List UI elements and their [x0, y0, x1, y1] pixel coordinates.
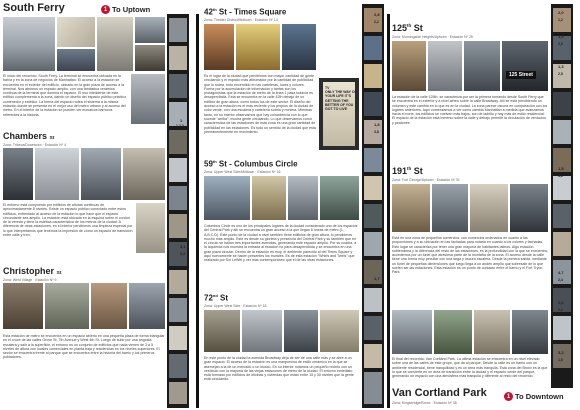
station-title-van-cortland-park: Van Cortland Park	[392, 387, 487, 399]
times-square-description: Es el lugar de la ciudad que percibimos con mayor cantidad de gente circulando y el espacio más abrumador por la cantidad de publicidad que lo rodea, todo encendido en las carteleras, luces y colores. Forma por la acumulación de información y tantas son los protagonistas que la estación de metro de la línea 1 pasa todavía es desapercibida. Esta se encuentra en la calle 42th debajo de un edificio de gran altura, como todos los de este sector. El diseño del acceso a la estación es el más reciente y los propios de la ciudad de color verde, con una escalera y cartelería sobria y mínima. Mientras tanto, en su interior observamos que hay coincidencia con lo que sucede "arriba": mucha gente circulando. Lo que observamos como característica de las estaciones de esta zona es una gran cantidad de publicidad en las estaciones. Es todo un sentido de la ciudad que está permanentemente en movimiento.	[204, 74, 316, 134]
station-title-191st: 191th St	[392, 166, 423, 176]
photo-191st-tunnel	[432, 184, 468, 232]
photo-125th-street	[464, 41, 500, 91]
marker-value: 3,2	[558, 350, 564, 355]
191st-description: Está en una zona de pequeños comercios, con comercios ordenados en cuanto a las proporciones y a su ubicación en las fachadas para notarla en cuanto a los colores y fachadas. Esto lugar se caracteriza por tener una gran mayoría de habitantes latinos. Algo estación subterránea y la diferencia del resto de las estaciones, es la profundidad con la que se encuentra, accedemos por un túnel que atraviesa parte de la montaña de la zona. El acceso desde la calle tiene una forma muy peculiar con una larga y oscura escalera. Desde la primera salida, mediante un túnel de pequeñas dimensiones que luego llega a un andén amplio que sobresale de lo que suelen ser las estaciones. Esta estación es un punto de contacto entre el barrio y el Fort Tryon Park.	[392, 236, 548, 275]
to-downtown-label: To Downtown	[515, 392, 564, 401]
marker-value: 3,8	[374, 130, 379, 134]
marker-value: 1,2	[558, 18, 563, 22]
van-cortland-description: El final del recorrido: Van Cortland Park. La última estación se encuentra en un nivel elevado sobre una de las calles de este grupo, que da al parque. Desde la calle es un barrio con un ambiente residencial, tiene tranquilidad y es un área más tranquila. Esta zona del Bronx es la que lo que se convierte en un área de transición entre la ciudad y el espacio verde del parque, generando un espacio con una atmósfera más tranquila y diferente al resto del recorrido.	[392, 357, 548, 379]
column-middle	[192, 0, 384, 410]
station-title-times-square: 42th St - Times Square	[204, 7, 287, 17]
station-title-72nd: 72nd St	[204, 293, 229, 303]
marker-value: 1	[180, 118, 183, 123]
marker-value: 2,4	[558, 278, 563, 282]
photo-chambers-street	[35, 148, 79, 200]
station-title-columbus-circle: 59th St - Columbus Circle	[204, 159, 298, 169]
marker-value: 1,5	[558, 358, 563, 362]
marker-value: 1,2	[374, 284, 379, 288]
marker-value: 2,6	[558, 300, 564, 305]
columbus-zone: Zona: Upper West Side/Midtown · Estación Nº 16	[204, 170, 281, 174]
photo-columbus-entrance	[288, 176, 318, 220]
marker-value: 2,3	[558, 42, 563, 46]
photo-columbus-circle-towers	[204, 176, 250, 220]
photo-times-square-lights	[236, 24, 280, 70]
photo-mosaic-wall	[97, 17, 133, 71]
photo-chambers-interior	[136, 203, 165, 253]
photo-terminal-exterior	[57, 17, 95, 47]
marker-value: 1,5	[558, 166, 564, 171]
photo-191st-platform	[510, 184, 548, 232]
photo-christopher-station	[129, 283, 165, 329]
photo-van-cortland-street	[474, 310, 510, 354]
marker-value: 4,6	[558, 174, 563, 178]
marker-value: 1,7	[374, 276, 380, 281]
photo-street-view	[135, 17, 165, 43]
photo-ferry-plaza	[131, 74, 165, 124]
marker-value: 4,7	[558, 270, 564, 275]
photo-station-interior	[135, 45, 165, 71]
christopher-zone: Zona: West Village · Estación Nº 9	[3, 278, 57, 282]
chambers-description: El entorno está compuesto por edificios de alturas continuas de aproximadamente 8 niveles. Existe un espacio público conectado entre estos edificios, enfrentado al acceso de la estación lo que hace que el espacio circundante sea amplio. La estación está ubicada en la esquina sobre el cordón de la vereda y tiene la estética característica de los metros de la ciudad. A diferencia de otras estaciones, en el interior percibimos una limpieza especial por lo que interpretamos que tenemos la impresión de cómo un espacio de transición entre calle y tren.	[3, 203, 133, 238]
photo-125th-platform	[502, 41, 548, 91]
marker-value: 2,1	[558, 308, 563, 312]
route-line-right	[387, 14, 390, 408]
station-title-south-ferry: South Ferry	[3, 2, 65, 14]
marker-value: 1,8	[374, 122, 380, 127]
photo-van-cortland-station	[512, 310, 548, 354]
photo-terminal-glass	[57, 49, 95, 71]
chambers-zone: Zona: Tribeca/Downtown · Estación Nº 4	[3, 143, 66, 147]
125th-zone: Zona: Morningside Heights/Uptown · Estación Nº 25	[392, 35, 473, 39]
photo-191st-stairs	[470, 184, 508, 232]
photo-times-square-crowd	[282, 24, 316, 70]
route-line-middle	[196, 14, 199, 408]
photo-columbus-mural	[320, 176, 359, 220]
station-title-christopher: Christopher St	[3, 266, 62, 276]
photo-72nd-kiosk	[204, 310, 240, 352]
marker-value: 3,4	[180, 252, 185, 256]
christopher-description: Esta estación de metro se encuentra en un espacio abierto en una pequeña plaza de forma triangular en el cruce de las calles Grove St, 7th Avenue y West 4th St. Luego de subir por una angosta escalera y salir a la superficie, el entorno es un conjunto de edificios que nada vienen de 3 a 5 niveles de altura con locales comerciales en planta baja y residencias en los niveles superiores. El sector se encuentra frente al parque que se encuentra entre la historia del barrio y los primeros pobladores.	[3, 334, 165, 360]
125-street-sign: 125 Street	[506, 71, 536, 79]
photo-72nd-buildings	[320, 310, 359, 352]
photo-72nd-platform	[284, 310, 318, 352]
photo-van-cortland-tracks	[392, 310, 432, 354]
photo-191st-shops	[392, 184, 430, 232]
to-uptown-button[interactable]	[101, 5, 150, 14]
marker-value: 2,5	[558, 72, 563, 76]
line-1-icon: 1	[101, 5, 110, 14]
marker-value: 1,2,3	[176, 124, 184, 128]
72nd-zone: Zona: Upper West Side · Estación Nº 18	[204, 304, 267, 308]
south-ferry-description: El inicio del recorrido: South Ferry. La terminal se encuentra ubicada en la bahía y en la zona de negocios de Manhattan. El acceso a la estación se encuentra en el exterior del edificio, ubicado en la gran plaza de acceso a la terminal. Nos abrimos un espacio amplio, con una fantástica cerámica continúa de la terminal que domina el espacio. El uso intelidente de este edificio complementa a la zona, dando un diseño del espacio público práctico, contenedor y estético. La forma del espacio rodea el sistema a la misma estación donde se presenta en el mejor uso del metro urbano y al acceso del metro. En el interior de la estación se pueden ver mosaicos barrocos referentes a la historia.	[3, 74, 128, 117]
tv-line: GETTING THE	[325, 98, 349, 103]
photo-125th-viaduct	[428, 41, 462, 91]
photo-tv-screen	[319, 78, 359, 150]
tv-line: YOUR LIFE IT'S	[325, 94, 351, 99]
125th-description: La estación de la calle 125th, se caracteriza por ser la primera tomando desde South Ferry que se encuentra en el exterior y a nivel aéreo sobre la calle Broadway. Allí se está percibiendo un volumen y este cambia en lo que es en la ciudad. La zona parece oscura en comparación con los lugares anteriores. Aquí comenzamos a ver cómo cambia Manhattan a medida que avanzamos hacia el norte, los edificios se vuelven más bajos, son de ladrillo y hay más de estilo residencial. El espacio de la estación está inmerso sobre la calle y debajo permite la circulación de vehículos y peatones.	[392, 95, 548, 125]
photo-chambers-entrance	[123, 148, 165, 200]
photo-van-cortland-park	[434, 310, 472, 354]
times-square-zone: Zona: Theater District/Midtown · Estación Nº 14	[204, 18, 278, 22]
photo-chambers-building	[3, 148, 33, 200]
film-strip-right	[551, 4, 573, 388]
72nd-description: En este punto de la ciudad la avenida Broadway deja de ser de una calle más y se abre a un gran espacio. El acceso de la estación es una marquesina de estilo cerámico en la que se asemejan a la de un mercado o un kiosco. En su interior notamos un pequeño recinto con un vestíbulo con la mayoría de las viejas estaciones de metro de la ciudad. El entorno inmediato está formado por edificios de oficinas y viviendas que están entre 15 y 30 niveles que la gente está circulando.	[204, 356, 354, 382]
columbus-description: Columbus Circle es uno de los principales lugares de la ciudad considerado uno de los espacios del Central Park y allí se encuentra un gran acceso a la que llegan 6 líneas de metro (1, A,B,C,D). Este punto de la ciudad a nivel también tiene edificios de gran altura, lo percibimos mucho más amplio. Este es desde su glorieta y presencia del Central Park y su también que en el círculo se hallan tres importantes avenidas, generando este espacio amplio. Por su cuadra, a la izquierda nos muestra la entrada al estación no para desapercibida y se encuentra en una gran plaza circular. Dentro de la estación es muy, el ambiente parecido al del Times Square y aquí nuevamente se hacen presentes los murales. Es de esta estación "Whirls and Twirls" que realizado por Sol LeWitt y ver más contemporáneo que el de las otras estaciones.	[204, 224, 358, 263]
photo-south-ferry-building	[3, 17, 55, 71]
photo-chambers-plaza	[81, 148, 121, 200]
marker-value: 2,2	[374, 20, 379, 24]
to-downtown-button[interactable]	[504, 392, 564, 401]
tv-line: TV	[325, 86, 330, 90]
station-title-125th: 125th St	[392, 23, 423, 33]
photo-times-square-ads	[204, 24, 234, 70]
photo-christopher-street	[45, 283, 89, 329]
marker-value: 3,1	[180, 244, 186, 249]
column-right	[386, 0, 580, 410]
to-uptown-label: To Uptown	[112, 5, 151, 14]
film-strip-middle	[362, 4, 384, 408]
tv-line: ONLY THE WAY OF	[325, 90, 357, 95]
film-strip-left	[167, 14, 189, 408]
photo-christopher-park	[3, 283, 43, 329]
photo-christopher-buildings	[91, 283, 127, 329]
marker-value: 2,0	[558, 10, 564, 15]
marker-value: 1,0	[558, 34, 564, 39]
tv-line: BETTER OF YOU	[325, 102, 354, 107]
photo-125th-brick	[392, 41, 426, 91]
marker-value: 2,8	[374, 12, 380, 17]
station-title-chambers: Chambers St	[3, 131, 55, 141]
column-left	[0, 0, 190, 410]
photo-72nd-broadway	[242, 310, 282, 352]
line-1-icon: 1	[504, 392, 513, 401]
tv-line: GOT TO LIVE	[325, 107, 348, 112]
photo-columbus-monument	[252, 176, 286, 220]
van-cortland-zone: Zona: Kingsbridge/Bronx · Estación Nº 38	[392, 401, 457, 405]
marker-value: 1,3	[558, 64, 564, 69]
191st-zone: Zona: Fort George/Uptown · Estación Nº 31	[392, 178, 460, 182]
